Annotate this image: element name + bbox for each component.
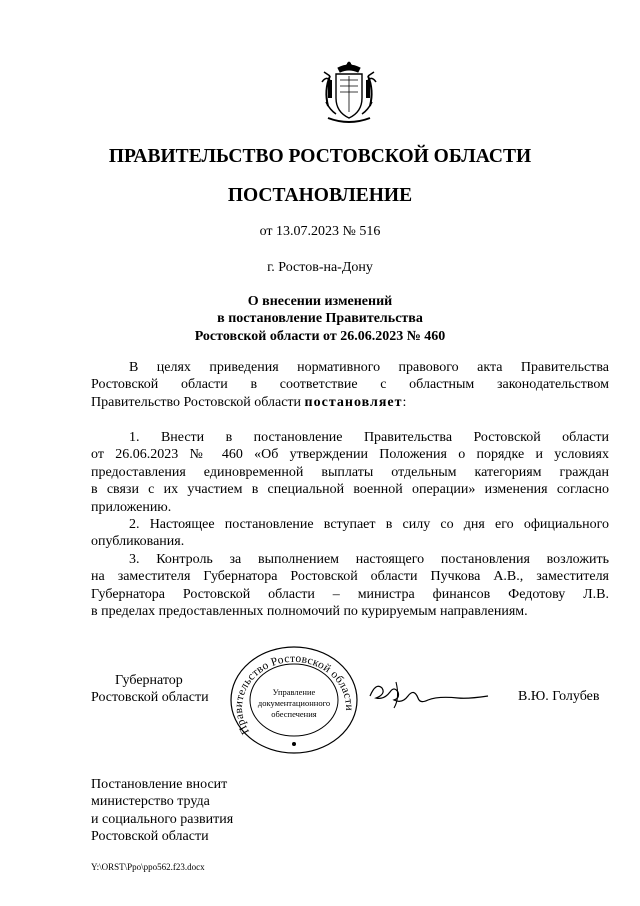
- item-1-line-1: 1. Внести в постановление Правительства Ростовской области: [129, 430, 609, 445]
- item-1-line-2: от 26.06.2023 № 460 «Об утверждении Положения о порядке и условиях: [91, 447, 609, 463]
- resolves-word: постановляет: [304, 394, 403, 410]
- position-line-2: Ростовской области: [91, 690, 209, 706]
- date-number: от 13.07.2023 № 516: [259, 224, 381, 239]
- submitted-by: [91, 776, 233, 846]
- handwritten-signature: [366, 672, 496, 712]
- governor-position: [91, 672, 209, 707]
- title-line-3: Ростовской области от 26.06.2023 № 460: [194, 328, 446, 344]
- submitted-line-4: Ростовской области: [91, 829, 209, 845]
- item-2-line-2: опубликования.: [91, 534, 185, 550]
- governor-name: В.Ю. Голубев: [518, 689, 600, 704]
- preamble-line-2: Ростовской области в соответствие с областным законодательством: [91, 377, 609, 393]
- item-2: [91, 516, 609, 551]
- preamble-line-1: В целях приведения нормативного правового акта Правительства: [129, 360, 609, 375]
- item-1-line-4: в связи с их участием в специальной военной операции» изменения согласно: [91, 482, 609, 498]
- item-3-line-4: в пределах предоставленных полномочий по курируемым направлениям.: [91, 604, 528, 620]
- preamble-colon: :: [402, 394, 407, 410]
- stamp-ring-label: Правительство Ростовской области: [232, 652, 356, 737]
- item-1-line-5: приложению.: [91, 499, 172, 515]
- stamp-center-text: [250, 687, 338, 720]
- preamble-text: Правительство Ростовской области: [91, 394, 305, 410]
- stamp-line-3: обеспечения: [271, 709, 317, 719]
- item-3-line-3: Губернатора Ростовской области – министра финансов Федотову Л.В.: [91, 586, 609, 602]
- submitted-line-1: Постановление вносит: [91, 777, 228, 792]
- official-stamp: [228, 645, 360, 755]
- title-line-2: в постановление Правительства: [217, 311, 423, 327]
- item-1-line-3: предоставления единовременной выплаты отдельным категориям граждан: [91, 464, 609, 480]
- title-line-1: О внесении изменений: [247, 294, 393, 309]
- preamble-line-3: [91, 394, 609, 411]
- org-title: ПРАВИТЕЛЬСТВО РОСТОВСКОЙ ОБЛАСТИ: [108, 146, 532, 167]
- preamble: [91, 359, 609, 411]
- item-1: [91, 429, 609, 516]
- item-3-line-1: 3. Контроль за выполнением настоящего постановления возложить: [129, 552, 609, 567]
- coat-of-arms-emblem: [316, 58, 382, 126]
- city: г. Ростов-на-Дону: [267, 260, 373, 275]
- position-line-1: Губернатор: [115, 673, 183, 688]
- stamp-line-2: документационного: [257, 698, 331, 708]
- item-2-line-1: 2. Настоящее постановление вступает в силу со дня его официального: [129, 517, 609, 532]
- item-3: [91, 551, 609, 621]
- stamp-line-1: Управление: [272, 687, 316, 697]
- doc-type-heading: ПОСТАНОВЛЕНИЕ: [227, 185, 413, 206]
- document-title: [0, 293, 640, 345]
- item-3-line-2: на заместителя Губернатора Ростовской области Пучкова А.В., заместителя: [91, 569, 609, 585]
- submitted-line-2: министерство труда: [91, 794, 210, 810]
- submitted-line-3: и социального развития: [91, 811, 234, 827]
- file-path: Y:\ORST\Ppo\ppo562.f23.docx: [91, 862, 205, 872]
